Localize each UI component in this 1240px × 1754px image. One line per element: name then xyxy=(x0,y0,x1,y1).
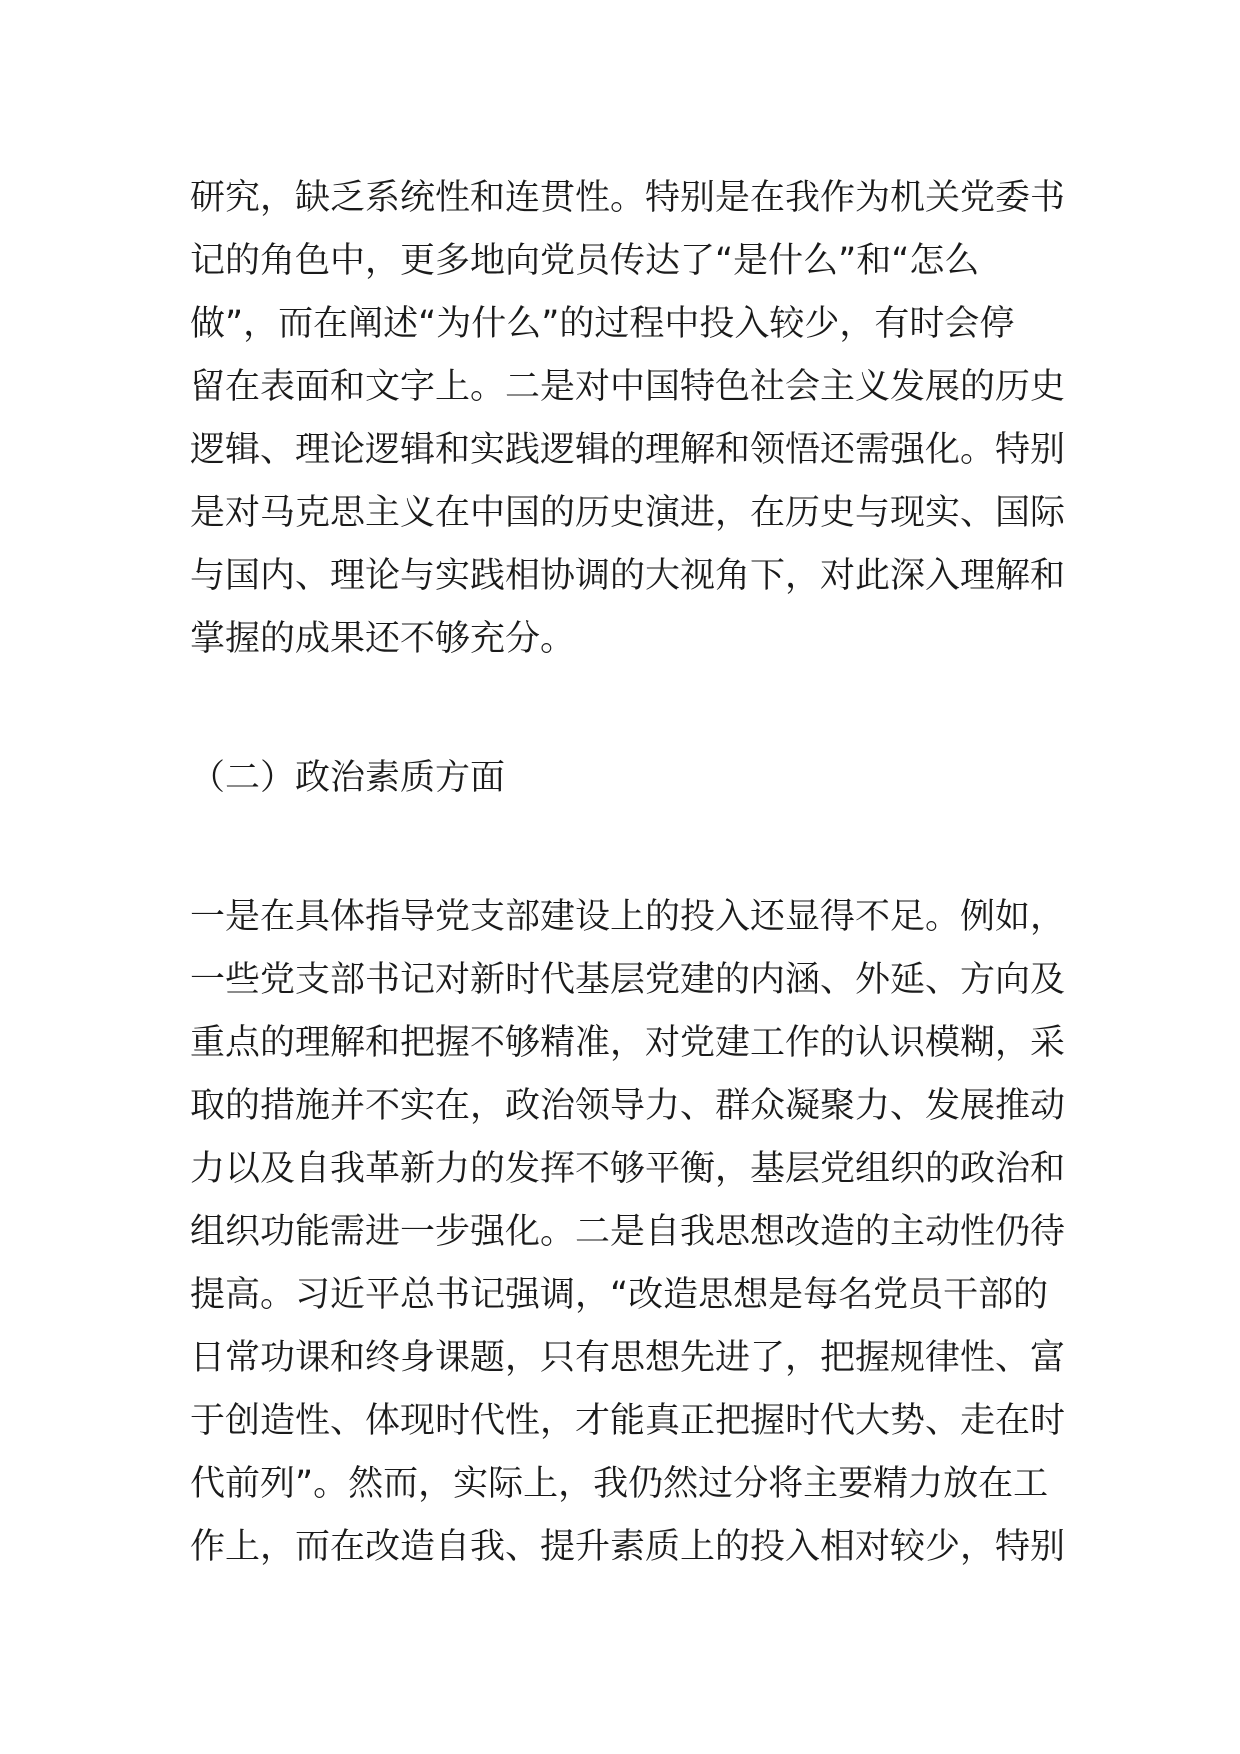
text-line: 代前列”。然而，实际上，我仍然过分将主要精力放在工 xyxy=(190,1464,1049,1504)
text-line: 一是在具体指导党支部建设上的投入还显得不足。例如， xyxy=(190,897,1066,937)
text-line: 日常功课和终身课题，只有思想先进了，把握规律性、富 xyxy=(190,1338,1066,1378)
text-line: 研究，缺乏系统性和连贯性。特别是在我作为机关党委书 xyxy=(190,178,1066,218)
text-line: 作上，而在改造自我、提升素质上的投入相对较少，特别 xyxy=(190,1527,1066,1567)
text-line: 取的措施并不实在，政治领导力、群众凝聚力、发展推动 xyxy=(190,1086,1066,1126)
text-line: 记的角色中，更多地向党员传达了“是什么”和“怎么 xyxy=(190,241,980,281)
text-line: 做”，而在阐述“为什么”的过程中投入较少，有时会停 xyxy=(190,304,1015,344)
text-line: 提高。习近平总书记强调，“改造思想是每名党员干部的 xyxy=(190,1275,1049,1315)
text-line: 一些党支部书记对新时代基层党建的内涵、外延、方向及 xyxy=(190,960,1066,1000)
text-line: 掌握的成果还不够充分。 xyxy=(190,619,576,659)
text-line: 组织功能需进一步强化。二是自我思想改造的主动性仍待 xyxy=(190,1212,1066,1252)
section-heading: （二）政治素质方面 xyxy=(190,758,506,798)
text-line: 力以及自我革新力的发挥不够平衡，基层党组织的政治和 xyxy=(190,1149,1066,1189)
text-line: 留在表面和文字上。二是对中国特色社会主义发展的历史 xyxy=(190,367,1066,407)
text-line: 与国内、理论与实践相协调的大视角下，对此深入理解和 xyxy=(190,556,1066,596)
text-line: 是对马克思主义在中国的历史演进，在历史与现实、国际 xyxy=(190,493,1066,533)
text-line: 于创造性、体现时代性，才能真正把握时代大势、走在时 xyxy=(190,1401,1066,1441)
text-line: 重点的理解和把握不够精准，对党建工作的认识模糊，采 xyxy=(190,1023,1066,1063)
text-line: 逻辑、理论逻辑和实践逻辑的理解和领悟还需强化。特别 xyxy=(190,430,1066,470)
